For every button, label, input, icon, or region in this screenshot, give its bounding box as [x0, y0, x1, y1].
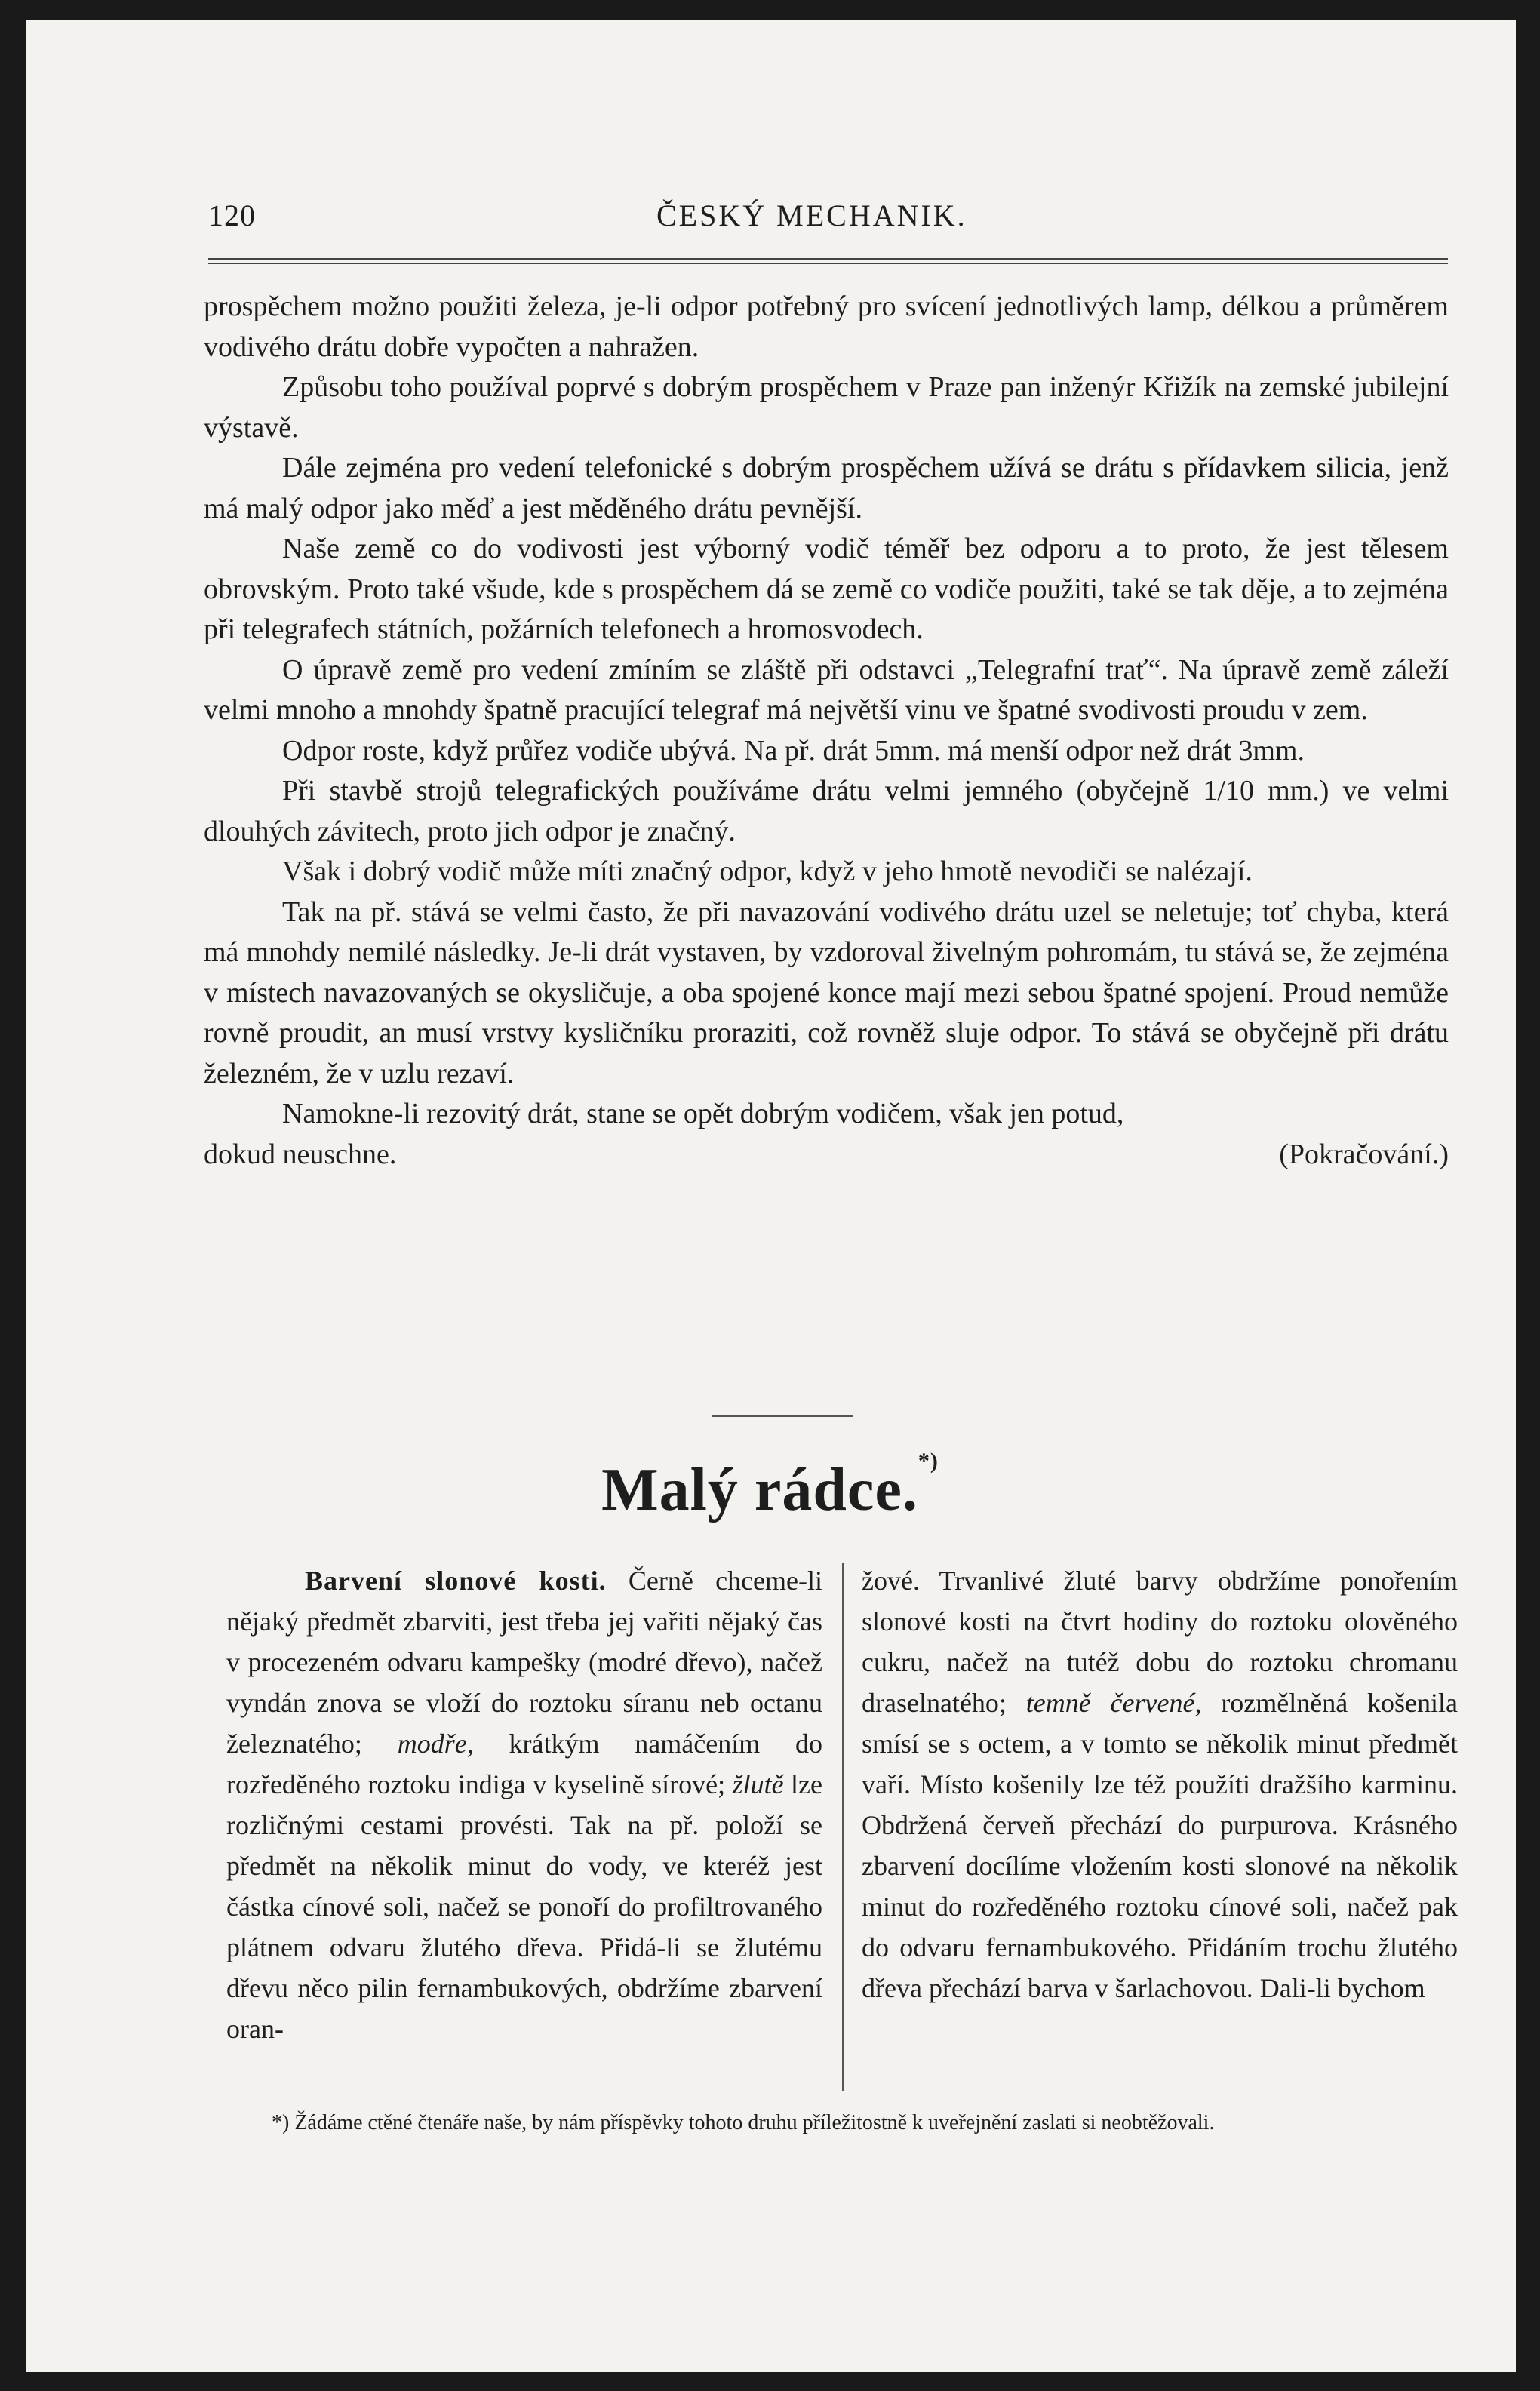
paragraph: Naše země co do vodivosti jest výborný vodič téměř bez odporu a to proto, že jest tělesem obrovským. Proto také všude, kde s prospěchem dá se země co vodiče použiti, také se tak děje, a to zejména při telegrafech státních, požárních telefonech a hromosvodech. [204, 533, 1449, 645]
paragraph: prospěchem možno použiti železa, je-li odpor potřebný pro svícení jednotlivých lamp, délkou a průměrem vodivého drátu dobře vypočten a nahražen. [204, 290, 1449, 363]
footnote-mark: *) [918, 1449, 939, 1474]
section-title [0, 1449, 1540, 1525]
header-rule-thin [208, 263, 1448, 264]
paragraph: Však i dobrý vodič může míti značný odpor, když v jeho hmotě nevodiči se nalézají. [282, 856, 1253, 887]
text-run: žové. Trvanlivé žluté barvy obdržíme ponořením slonové kosti na čtvrt hodiny do roztoku olověného cukru, načež na tutéž dobu do roztoku chromanu draselnatého; [862, 1566, 1458, 1718]
text-run: Černě chceme-li nějaký předmět zbarviti, jest třeba jej vařiti nějaký čas v procezeném odvaru kampešky (modré dřevo), načež vyndán znova se vloží do roztoku síranu neb octanu železnatého; [226, 1566, 822, 1759]
emphasis-modre: modře, [397, 1729, 474, 1759]
paragraph: Odpor roste, když průřez vodiče ubývá. Na př. drát 5mm. má menší odpor než drát 3mm. [282, 734, 1305, 767]
footnote-text: *) Žádáme ctěné čtenáře naše, by nám příspěvky tohoto druhu příležitostně k uveřejnění zaslati si neobtěžovali. [272, 2111, 1215, 2134]
text-run: lze rozličnými cestami provésti. Tak na př. položí se předmět na několik minut do vody, ve kteréž jest částka cínové soli, načež se ponoří do profiltrovaného plátnem odvaru žlutého dřeva. Přidá-li se žlutému dřevu něco pilin fernambukových, obdržíme zbarvení oran- [226, 1769, 823, 2044]
left-column-text [226, 1560, 822, 2049]
paragraph-last-end: dokud neuschne. [204, 1138, 397, 1170]
right-column [862, 1560, 1458, 2008]
column-divider [842, 1563, 844, 2091]
section-title-text: Malý rádce. [601, 1457, 918, 1523]
emphasis-zlute: žlutě [732, 1769, 784, 1799]
journal-title: ČESKÝ MECHANIK. [656, 198, 967, 232]
section-divider [712, 1415, 853, 1417]
paragraph: Způsobu toho používal poprvé s dobrým prospěchem v Praze pan inženýr Křižík na zemské jubilejní výstavě. [204, 371, 1449, 444]
run-in-heading: Barvení slonové kosti. [305, 1566, 607, 1596]
continuation-line [204, 1135, 1449, 1176]
left-column [226, 1560, 822, 2049]
paragraph: O úpravě země pro vedení zmíním se zláště při odstavci „Telegrafní trať“. Na úpravě země záleží velmi mnoho a mnohdy špatně pracující telegraf má největší vinu ve špatné svodivosti proudu v zem. [204, 653, 1449, 726]
text-run: rozmělněná košenila smísí se s octem, a v tomto se několik minut předmět vaří. Místo košenily lze též použíti dražšího karminu. Obdržená červeň přechází do purpurova. Krásného zbarvení docílíme vložením kosti slonové na několik minut do rozředěného roztoku cínové soli, načež pak do odvaru fernambukového. Přidáním trochu žlutého dřeva přechází barva v šarlachovou. Dali-li bychom [862, 1688, 1459, 2003]
page-number: 120 [208, 198, 256, 232]
text-run: krátkým namáčením do rozředěného roztoku indiga v kyselině sírové; [226, 1729, 823, 1799]
article-body [204, 287, 1449, 1175]
emphasis-cervene: temně červené, [1025, 1688, 1202, 1718]
header-rule [208, 258, 1448, 260]
paragraph: Tak na př. stává se velmi často, že při navazování vodivého drátu uzel se neletuje; toť chyba, která má mnohdy nemilé následky. Je-li drát vystaven, by vzdoroval živelným pohromám, tu stává se, že zejména v místech navazovaných se okysličuje, a oba spojené konce mají mezi sebou špatné spojení. Proud nemůže rovně proudit, an musí vrstvy kysličníku proraziti, což rovněž sluje odpor. To stává se obyčejně při drátu železném, že v uzlu rezaví. [204, 896, 1449, 1089]
paragraph-last: Namokne-li rezovitý drát, stane se opět dobrým vodičem, však jen potud, [282, 1098, 1124, 1129]
right-column-text [862, 1560, 1458, 2008]
footnote [226, 2110, 1456, 2137]
continued-note: (Pokračování.) [1279, 1138, 1449, 1170]
paragraph: Při stavbě strojů telegrafických používáme drátu velmi jemného (obyčejně 1/10 mm.) ve velmi dlouhých závitech, proto jich odpor je značný. [204, 775, 1449, 847]
paragraph: Dále zejména pro vedení telefonické s dobrým prospěchem užívá se drátu s přídavkem silicia, jenž má malý odpor jako měď a jest měděného drátu pevnější. [204, 452, 1449, 524]
